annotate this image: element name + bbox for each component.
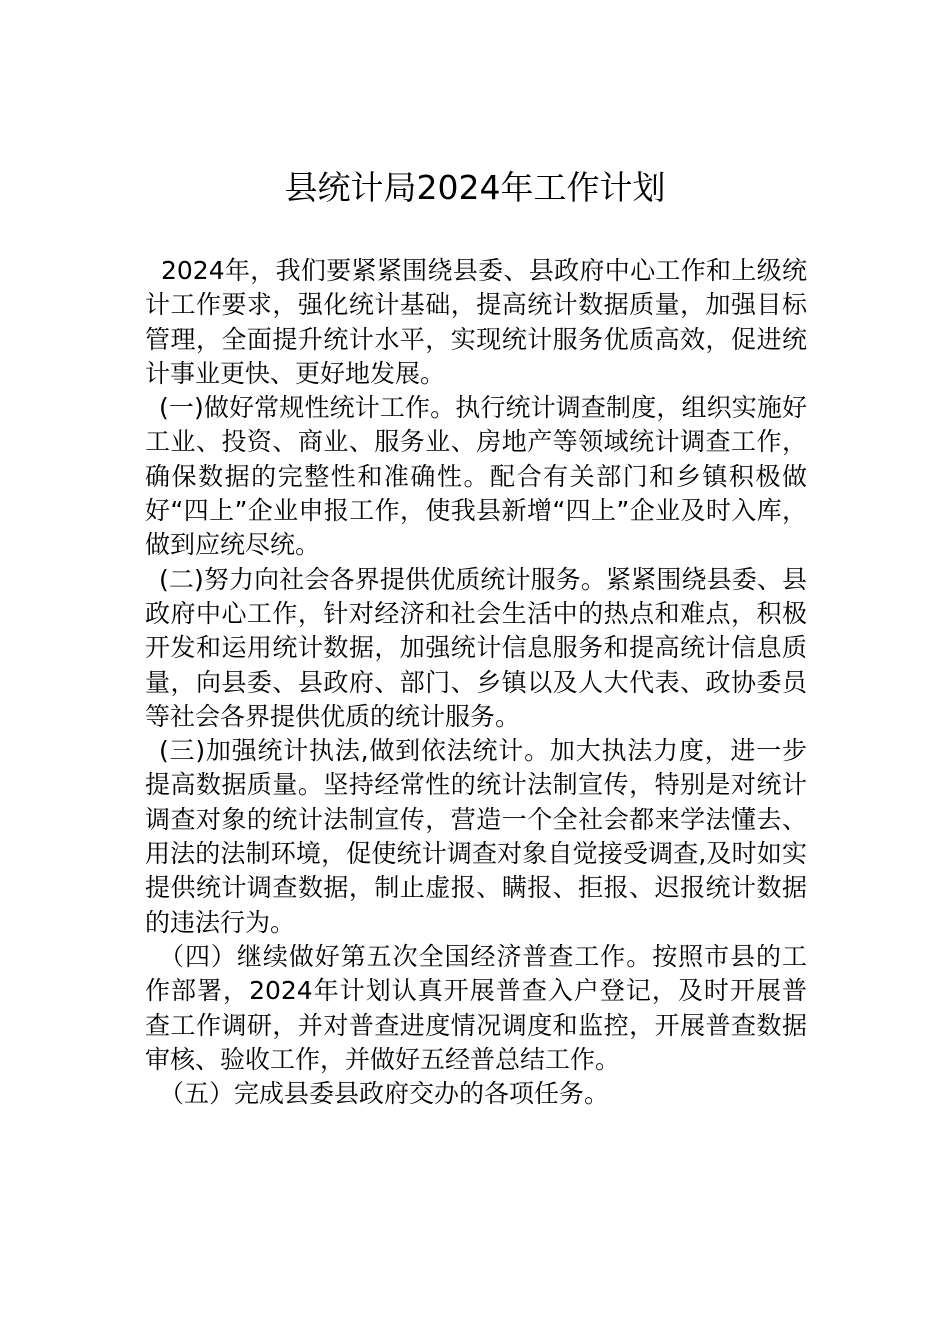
document-title: 县统计局2024年工作计划 [284, 168, 666, 207]
paragraph-item-1: (一)做好常规性统计工作。执行统计调查制度，组织实施好工业、投资、商业、服务业、房地产等领域统计调查工作，确保数据的完整性和准确性。配合有关部门和乡镇积极做好“四上”企业申报工作，使我县新增“四上”企业及时入库，做到应统尽统。 [145, 393, 807, 560]
paragraph-item-5: （五）完成县委县政府交办的各项任务。 [159, 1079, 610, 1109]
paragraph-item-3: (三)加强统计执法,做到依法统计。加大执法力度，进一步提高数据质量。坚持经常性的统计法制宣传，特别是对统计调查对象的统计法制宣传，营造一个全社会都来学法懂去、用法的法制环境，促使统计调查对象自觉接受调查,及时如实提供统计调查数据，制止虚报、瞒报、拒报、迟报统计数据的违法行为。 [145, 736, 807, 937]
document-body [145, 254, 807, 1111]
paragraph-intro: 2024年，我们要紧紧围绕县委、县政府中心工作和上级统计工作要求，强化统计基础，提高统计数据质量，加强目标管理，全面提升统计水平，实现统计服务优质高效，促进统计事业更快、更好地发展。 [145, 256, 807, 388]
paragraph-item-2: (二)努力向社会各界提供优质统计服务。紧紧围绕县委、县政府中心工作，针对经济和社会生活中的热点和难点，积极开发和运用统计数据，加强统计信息服务和提高统计信息质量，向县委、县政府、部门、乡镇以及人大代表、政协委员等社会各界提供优质的统计服务。 [145, 564, 807, 731]
paragraph-item-4: （四）继续做好第五次全国经济普查工作。按照市县的工作部署，2024年计划认真开展普查入户登记，及时开展普查工作调研，并对普查进度情况调度和监控，开展普查数据审核、验收工作，并做好五经普总结工作。 [145, 941, 807, 1074]
